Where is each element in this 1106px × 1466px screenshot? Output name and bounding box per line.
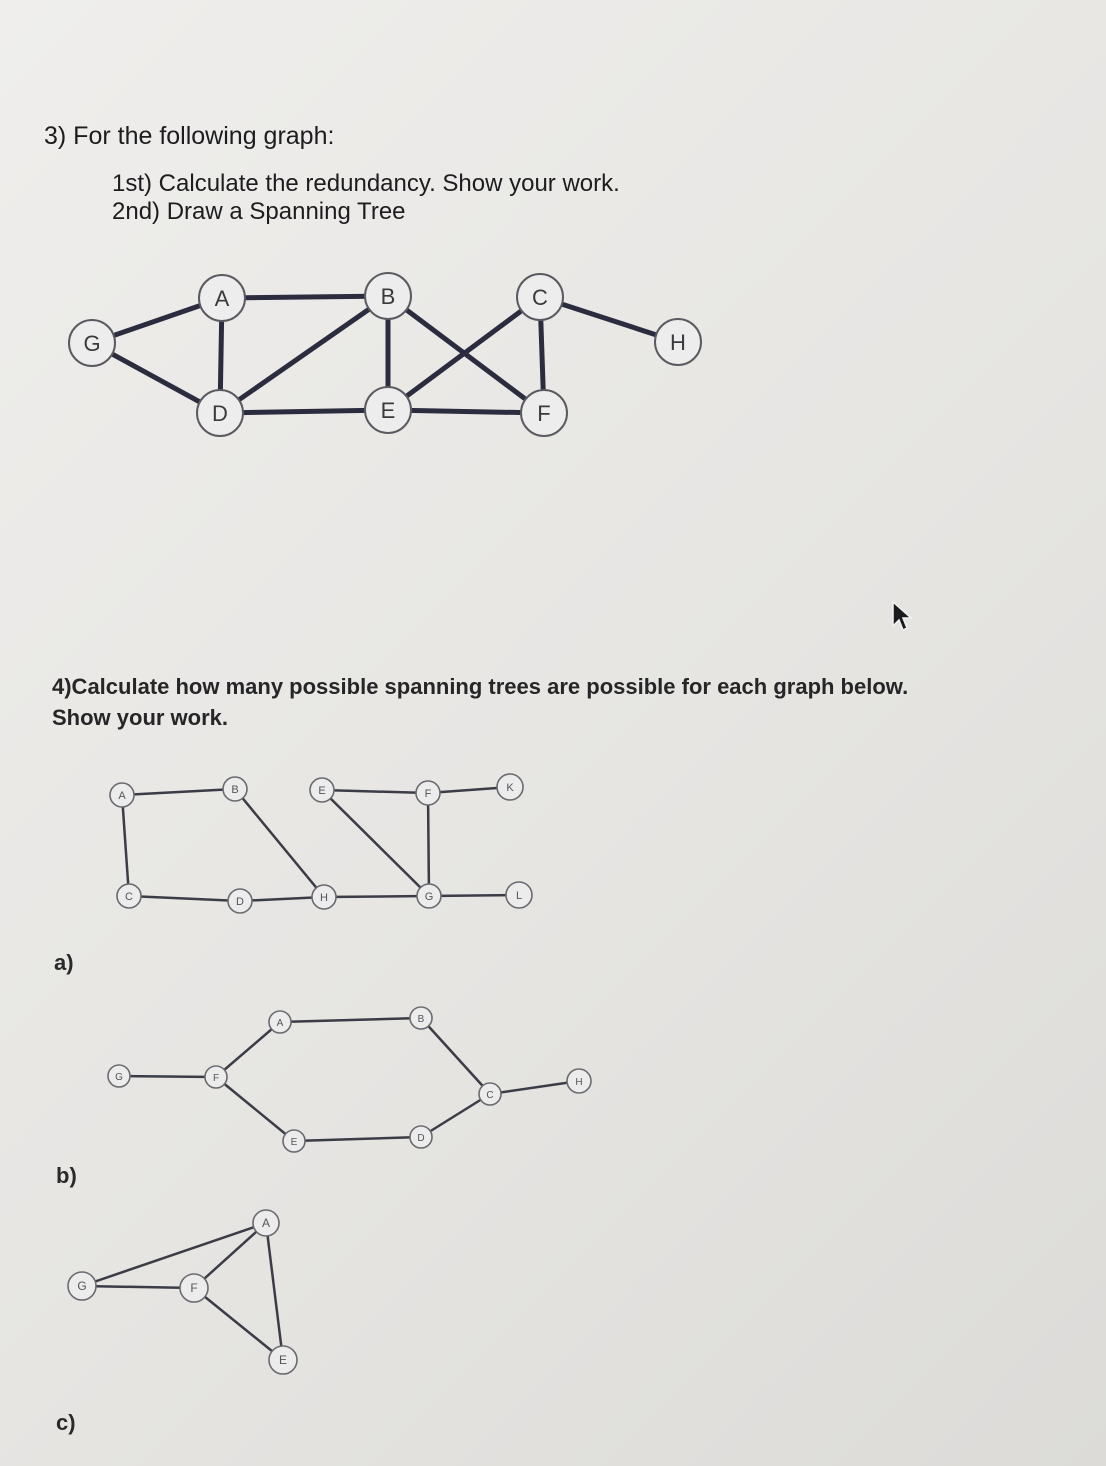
question-3-step-1: 1st) Calculate the redundancy. Show your work.: [112, 170, 620, 197]
edge-b-d-c: [421, 1094, 490, 1137]
graph-b-label-c: C: [486, 1090, 494, 1101]
question-4-line-2: Show your work.: [52, 705, 229, 730]
edge-a-e-g: [322, 790, 429, 896]
graph-b-label-g: G: [115, 1072, 123, 1083]
edge-a-a-c: [122, 795, 129, 896]
edge-a-c-d: [129, 896, 240, 901]
graph-c-label-e: E: [278, 1353, 288, 1367]
graph-b-label-f: F: [212, 1073, 220, 1084]
question-3-step-2: 2nd) Draw a Spanning Tree: [112, 198, 406, 225]
edge-c-g-f: [82, 1286, 194, 1288]
edge-b-f-a: [216, 1022, 280, 1077]
edge-b-f-e: [216, 1077, 294, 1141]
edge-a-f-g: [428, 793, 429, 896]
node-label-d: D: [212, 401, 228, 426]
node-label-a: A: [214, 286, 230, 311]
graph-b-label-h: H: [575, 1077, 583, 1088]
edge-c-a-e: [266, 1223, 283, 1360]
edge-a-e-f: [322, 790, 428, 793]
edge-a-a-b: [122, 789, 235, 795]
edge-d-b: [220, 296, 388, 413]
edge-a-h-g: [324, 896, 429, 897]
edge-b-b-c: [421, 1018, 490, 1094]
edge-c-f-e: [194, 1288, 283, 1360]
graph-a-label-h: H: [320, 892, 328, 904]
graph-b-label-e: E: [290, 1137, 298, 1148]
node-label-g: G: [83, 331, 101, 356]
label-part-b: b): [56, 1163, 77, 1188]
graph-a-label-a: A: [118, 790, 126, 802]
node-label-f: F: [537, 401, 551, 426]
node-label-b: B: [380, 284, 396, 309]
graph-c-label-a: A: [261, 1216, 271, 1230]
graph-b-label-a: A: [276, 1018, 284, 1029]
graph-b: [119, 1018, 579, 1141]
question-3-title: 3) For the following graph:: [44, 122, 335, 150]
edge-b-c-h: [490, 1081, 579, 1094]
question-4-line-1: 4)Calculate how many possible spanning trees are possible for each graph below.: [52, 674, 909, 699]
edge-b-e-d: [294, 1137, 421, 1141]
graph-a-label-b: B: [231, 784, 239, 796]
mouse-pointer-icon: [890, 600, 916, 634]
edge-a-b: [222, 296, 388, 298]
graph-a-label-k: K: [506, 782, 514, 794]
node-label-h: H: [670, 330, 686, 355]
graph-a: [122, 787, 519, 901]
label-part-a: a): [54, 950, 74, 975]
edge-a-b-h: [235, 789, 324, 897]
graph-c-label-g: G: [77, 1279, 87, 1293]
graph-a-label-l: L: [515, 890, 523, 902]
node-label-c: C: [532, 285, 548, 310]
graph-a-label-c: C: [125, 891, 133, 903]
edge-d-e: [220, 410, 388, 413]
graph-b-label-b: B: [417, 1014, 425, 1025]
label-part-c: c): [56, 1410, 76, 1435]
edge-c-g-a: [82, 1223, 266, 1286]
graph-a-label-d: D: [236, 896, 244, 908]
edge-b-g-f: [119, 1076, 216, 1077]
graph-a-label-e: E: [318, 785, 326, 797]
graph-c-label-f: F: [190, 1281, 198, 1295]
edge-b-a-b: [280, 1018, 421, 1022]
graph-b-label-d: D: [417, 1133, 425, 1144]
graph-a-label-f: F: [424, 788, 432, 800]
graph-a-label-g: G: [424, 891, 434, 903]
node-label-e: E: [380, 398, 396, 423]
